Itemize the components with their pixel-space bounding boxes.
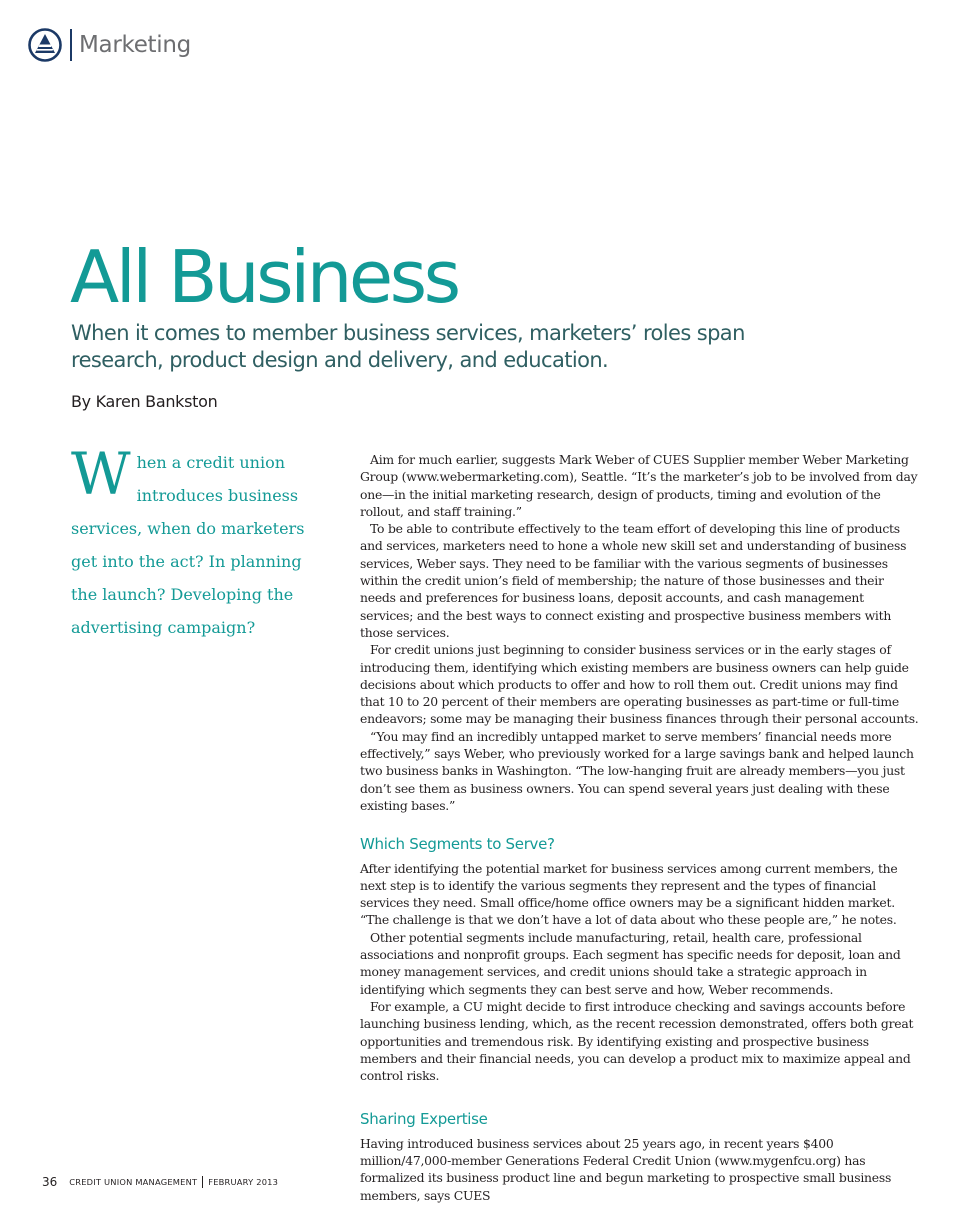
article-body	[360, 451, 920, 1204]
section-heading-expertise: Sharing Expertise	[360, 1110, 488, 1129]
body-paragraph: After identifying the potential market for business services among current members, the next step is to identify the various segments they represent and the types of financial services they need. Small office/home office owners may be a significant hidden market. “The challenge is that we don’t have a lot of data about who these people are,” he notes.	[360, 860, 898, 928]
drop-cap: W	[71, 440, 131, 508]
header-divider	[70, 29, 72, 61]
body-paragraph: Other potential segments include manufacturing, retail, health care, professional associations and nonprofit groups. Each segment has specific needs for deposit, loan and money management services, and credit unions should take a strategic approach in identifying which segments they can best serve and how, Weber recommends.	[360, 929, 901, 997]
section-heading-segments: Which Segments to Serve?	[360, 835, 555, 854]
body-paragraph: For example, a CU might decide to first introduce checking and savings accounts before launching business lending, which, as the recent recession demonstrated, offers both great opportunities and tremendous risk. By identifying existing and prospective business members and their financial needs, you can develop a product mix to maximize appeal and control risks.	[360, 998, 914, 1084]
article-byline: By Karen Bankston	[71, 392, 218, 411]
page-footer	[42, 1175, 278, 1189]
article-title: All Business	[70, 235, 458, 319]
body-paragraph: “You may find an incredibly untapped market to serve members’ financial needs more effectively,” says Weber, who previously worked for a large savings bank and helped launch two business banks in Washington. “The low-hanging fruit are already members—you just don’t see them as business owners. You can spend several years just dealing with these existing bases.”	[360, 728, 914, 813]
publication-name: CREDIT UNION MANAGEMENT	[69, 1177, 198, 1187]
body-paragraph: Having introduced business services about 25 years ago, in recent years $400 million/47,000-member Generations Federal Credit Union (www.mygenfcu.org) has formalized its business product line and begun marketing to prospective small business members, says CUES	[360, 1135, 892, 1203]
intro-text: hen a credit union introduces business services, when do marketers get into the act? In planning the launch? Developing the advertising campaign?	[71, 453, 305, 637]
article-subtitle: When it comes to member business services, marketers’ roles span research, product design and delivery, and education.	[71, 321, 745, 372]
footer-divider	[202, 1176, 203, 1188]
page-number: 36	[42, 1175, 58, 1189]
issue-date: FEBRUARY 2013	[208, 1177, 279, 1187]
section-label: Marketing	[79, 32, 191, 58]
page-header	[28, 27, 191, 63]
body-paragraph: Aim for much earlier, suggests Mark Weber of CUES Supplier member Weber Marketing Group (www.webermarketing.com), Seattle. “It’s the marketer’s job to be involved from day one—in the initial marketing research, design of products, timing and evolution of the rollout, and staff training.”	[360, 452, 918, 519]
body-paragraph: To be able to contribute effectively to the team effort of developing this line of products and services, marketers need to hone a whole new skill set and understanding of business services, Weber says. They need to be familiar with the various segments of businesses within the credit union’s field of membership; the nature of those businesses and their needs and preferences for business loans, deposit accounts, and cash management services; and the best ways to connect existing and prospective business members with those services.	[360, 521, 907, 640]
body-paragraph: For credit unions just beginning to consider business services or in the early stages of introducing them, identifying which existing members are business owners can help guide decisions about which products to offer and how to roll them out. Credit unions may find that 10 to 20 percent of their members are operating businesses as part-time or full-time endeavors; some may be managing their business finances through their personal accounts.	[360, 642, 919, 727]
cues-logo-icon	[28, 28, 62, 62]
intro-paragraph	[71, 440, 307, 644]
